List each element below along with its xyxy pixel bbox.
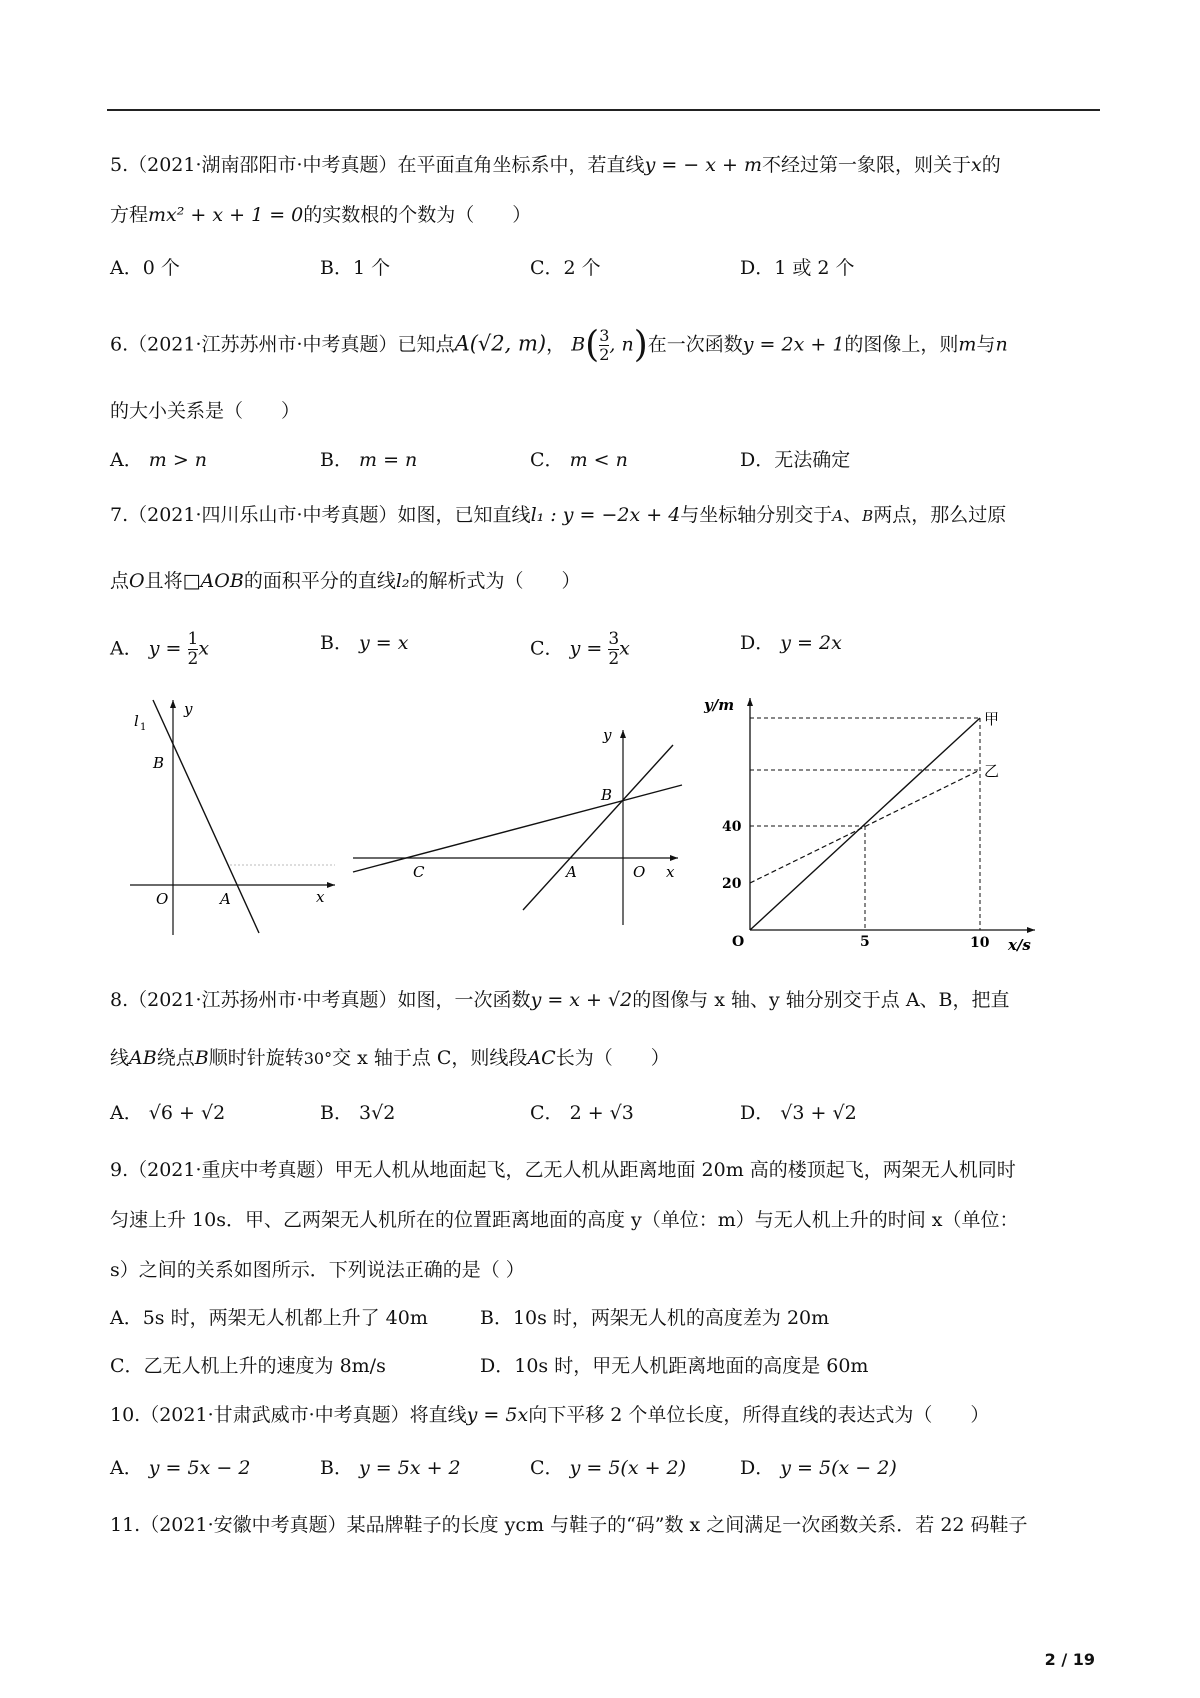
q5-option-c: C．2 个: [530, 257, 601, 279]
figure-q8: [348, 720, 688, 940]
fig3-label-x: x/s: [1008, 936, 1031, 954]
q11-line1: 11.（2021·安徽中考真题）某品牌鞋子的长度 ycm 与鞋子的“码”数 x 之间满足一次函数关系．若 22 码鞋子: [110, 1514, 1028, 1536]
q8-line2: 线AB绕点B顺时针旋转30°交 x 轴于点 C，则线段AC长为（ ）: [110, 1047, 670, 1069]
q6-option-d: D．无法确定: [740, 449, 851, 471]
q9-option-a: A．5s 时，两架无人机都上升了 40m: [110, 1307, 428, 1329]
fig2-label-b: B: [601, 786, 613, 804]
fig1-label-b: B: [153, 754, 165, 772]
q5-line2: 方程mx² + x + 1 = 0的实数根的个数为（ ）: [110, 204, 532, 226]
fig1-label-a: A: [220, 890, 231, 908]
q5-line1: 5.（2021·湖南邵阳市·中考真题）在平面直角坐标系中，若直线y = − x + m不经过第一象限，则关于x的: [110, 154, 1001, 176]
header-rule: [107, 109, 1100, 111]
q5-option-a: A．0 个: [110, 257, 180, 279]
q8-option-d: D． √3 + √2: [740, 1102, 857, 1124]
q6-line1: 6.（2021·江苏苏州市·中考真题）已知点A(√2, m)， $B(\frac{3}{2}$ , n)在一次函数y = 2x + 1的图像上，则m与n: [110, 324, 1008, 366]
fig2-label-a: A: [566, 863, 577, 881]
q8-line1: 8.（2021·江苏扬州市·中考真题）如图，一次函数y = x + √2的图像与 x 轴、y 轴分别交于点 A、B，把直: [110, 989, 1010, 1011]
q9-option-c: C．乙无人机上升的速度为 8m/s: [110, 1355, 386, 1377]
figure-q9: [700, 690, 1050, 960]
q7-line1: 7.（2021·四川乐山市·中考真题）如图，已知直线l₁ : y = −2x + 4与坐标轴分别交于A、B两点，那么过原: [110, 504, 1007, 526]
fig2-label-o: O: [633, 863, 646, 881]
q6-option-b: B． m = n: [320, 449, 418, 471]
q8-option-c: C． 2 + √3: [530, 1102, 634, 1124]
q6-option-c: C． m < n: [530, 449, 628, 471]
q10-option-b: B． y = 5x + 2: [320, 1457, 461, 1479]
fig1-label-y: y: [184, 700, 193, 718]
fig2-label-y: y: [603, 726, 612, 744]
q5-option-b: B．1 个: [320, 257, 391, 279]
q8-option-b: B． 3√2: [320, 1102, 396, 1124]
fig1-line-l1: [153, 700, 259, 933]
fig1-label-l1: l: [134, 712, 139, 730]
q9-line3: s）之间的关系如图所示．下列说法正确的是（ ）: [110, 1259, 525, 1281]
fig3-tick-10: 10: [970, 935, 990, 951]
fig2-line-bc: [353, 785, 682, 872]
q6-option-a: A． m > n: [110, 449, 208, 471]
q9-line2: 匀速上升 10s．甲、乙两架无人机所在的位置距离地面的高度 y（单位：m）与无人机上升的时间 x（单位：: [110, 1209, 1019, 1231]
q8-option-a: A． √6 + √2: [110, 1102, 226, 1124]
fig3-tick-40: 40: [722, 819, 742, 835]
fig2-line-ab: [523, 745, 673, 910]
q10-line1: 10.（2021·甘肃武威市·中考真题）将直线y = 5x向下平移 2 个单位长度，所得直线的表达式为（ ）: [110, 1404, 990, 1426]
fig3-tick-5: 5: [860, 934, 870, 950]
q10-option-d: D． y = 5(x − 2): [740, 1457, 897, 1479]
q7-option-d: D． y = 2x: [740, 632, 842, 654]
figure-q7: [120, 690, 340, 940]
fig3-tick-20: 20: [722, 876, 742, 892]
page-number: 2 / 19: [1044, 1650, 1095, 1669]
q7-line2: 点O且将□AOB的面积平分的直线l₂的解析式为（ ）: [110, 570, 581, 592]
fig2-label-c: C: [413, 863, 425, 881]
q10-option-c: C． y = 5(x + 2): [530, 1457, 687, 1479]
fig3-label-o: O: [732, 934, 745, 950]
fig1-label-l1-sub: 1: [140, 722, 147, 733]
q9-line1: 9.（2021·重庆中考真题）甲无人机从地面起飞，乙无人机从距离地面 20m 高的楼顶起飞，两架无人机同时: [110, 1159, 1016, 1181]
q9-option-b: B．10s 时，两架无人机的高度差为 20m: [480, 1307, 830, 1329]
fig3-label-jia: 甲: [984, 710, 1000, 728]
q10-option-a: A． y = 5x − 2: [110, 1457, 251, 1479]
q7-option-c: C． $y = \frac{3}{2}$ x: [530, 629, 630, 669]
fig3-label-y: y/m: [704, 696, 735, 714]
fig1-label-x: x: [316, 888, 325, 906]
q6-line2: 的大小关系是（ ）: [110, 400, 301, 422]
fig3-label-yi: 乙: [984, 762, 1000, 780]
q7-option-a: A． $y = \frac{1}{2}$ x: [110, 629, 210, 669]
q9-option-d: D．10s 时，甲无人机距离地面的高度是 60m: [480, 1355, 869, 1377]
fig2-label-x: x: [666, 863, 675, 881]
q7-option-b: B． y = x: [320, 632, 409, 654]
q5-option-d: D．1 或 2 个: [740, 257, 855, 279]
fig1-label-o: O: [156, 890, 169, 908]
